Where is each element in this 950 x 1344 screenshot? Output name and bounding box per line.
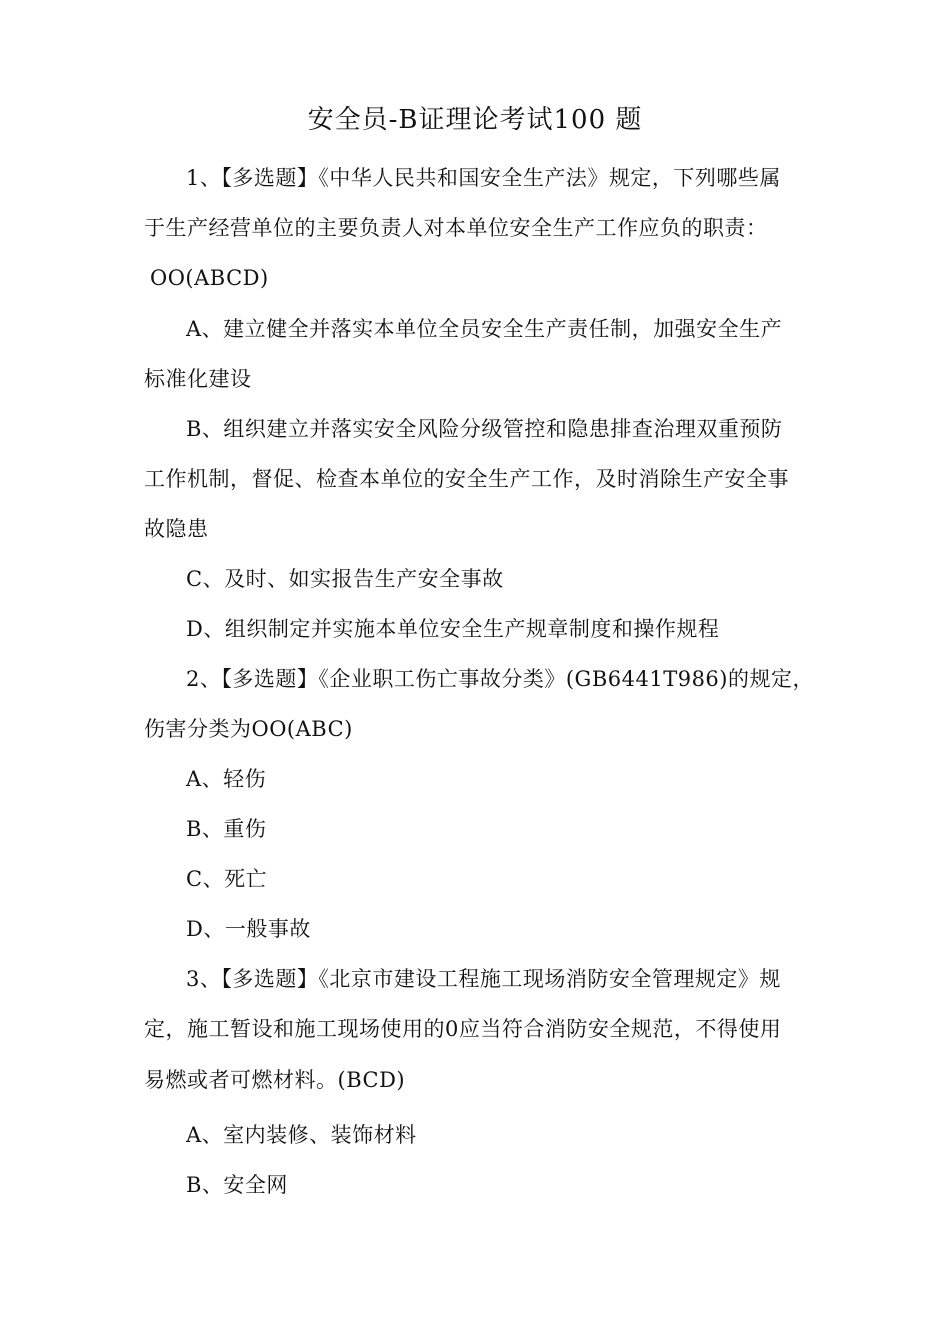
question-1-option-a-line-2: 标准化建设 (144, 367, 252, 391)
question-1-stem-line-1: 1、【多选题】《中华人民共和国安全生产法》规定，下列哪些属 (186, 166, 781, 190)
question-3-option-b: B、安全网 (186, 1173, 288, 1197)
question-1-answer: OO(ABCD) (150, 266, 269, 290)
question-1-stem-line-2: 于生产经营单位的主要负责人对本单位安全生产工作应负的职责： (144, 216, 768, 240)
document-title: 安全员-B证理论考试100 题 (307, 105, 643, 135)
question-2-option-c: C、死亡 (186, 867, 268, 891)
question-3-stem-line-1: 3、【多选题】《北京市建设工程施工现场消防安全管理规定》规 (186, 967, 781, 991)
question-2-stem-line-2: 伤害分类为OO(ABC) (144, 717, 353, 741)
question-2-option-a: A、轻伤 (186, 767, 267, 791)
question-2-option-d: D、一般事故 (186, 917, 311, 941)
question-2-stem-line-1: 2、【多选题】《企业职工伤亡事故分类》(GB6441T986)的规定， (186, 667, 814, 691)
question-1-option-b-line-2: 工作机制，督促、检查本单位的安全生产工作，及时消除生产安全事 (144, 467, 789, 491)
question-1-option-a-line-1: A、建立健全并落实本单位全员安全生产责任制，加强安全生产 (186, 317, 783, 341)
question-1-option-c: C、及时、如实报告生产安全事故 (186, 567, 504, 591)
question-1-option-d: D、组织制定并实施本单位安全生产规章制度和操作规程 (186, 617, 720, 641)
question-2-option-b: B、重伤 (186, 817, 267, 841)
question-3-stem-line-3: 易燃或者可燃材料。(BCD) (144, 1068, 406, 1092)
question-1-option-b-line-3: 故隐患 (144, 517, 209, 541)
question-3-option-a: A、室内装修、装饰材料 (186, 1123, 417, 1147)
question-3-stem-line-2: 定，施工暂设和施工现场使用的0应当符合消防安全规范，不得使用 (144, 1017, 782, 1041)
question-1-option-b-line-1: B、组织建立并落实安全风险分级管控和隐患排查治理双重预防 (186, 417, 783, 441)
